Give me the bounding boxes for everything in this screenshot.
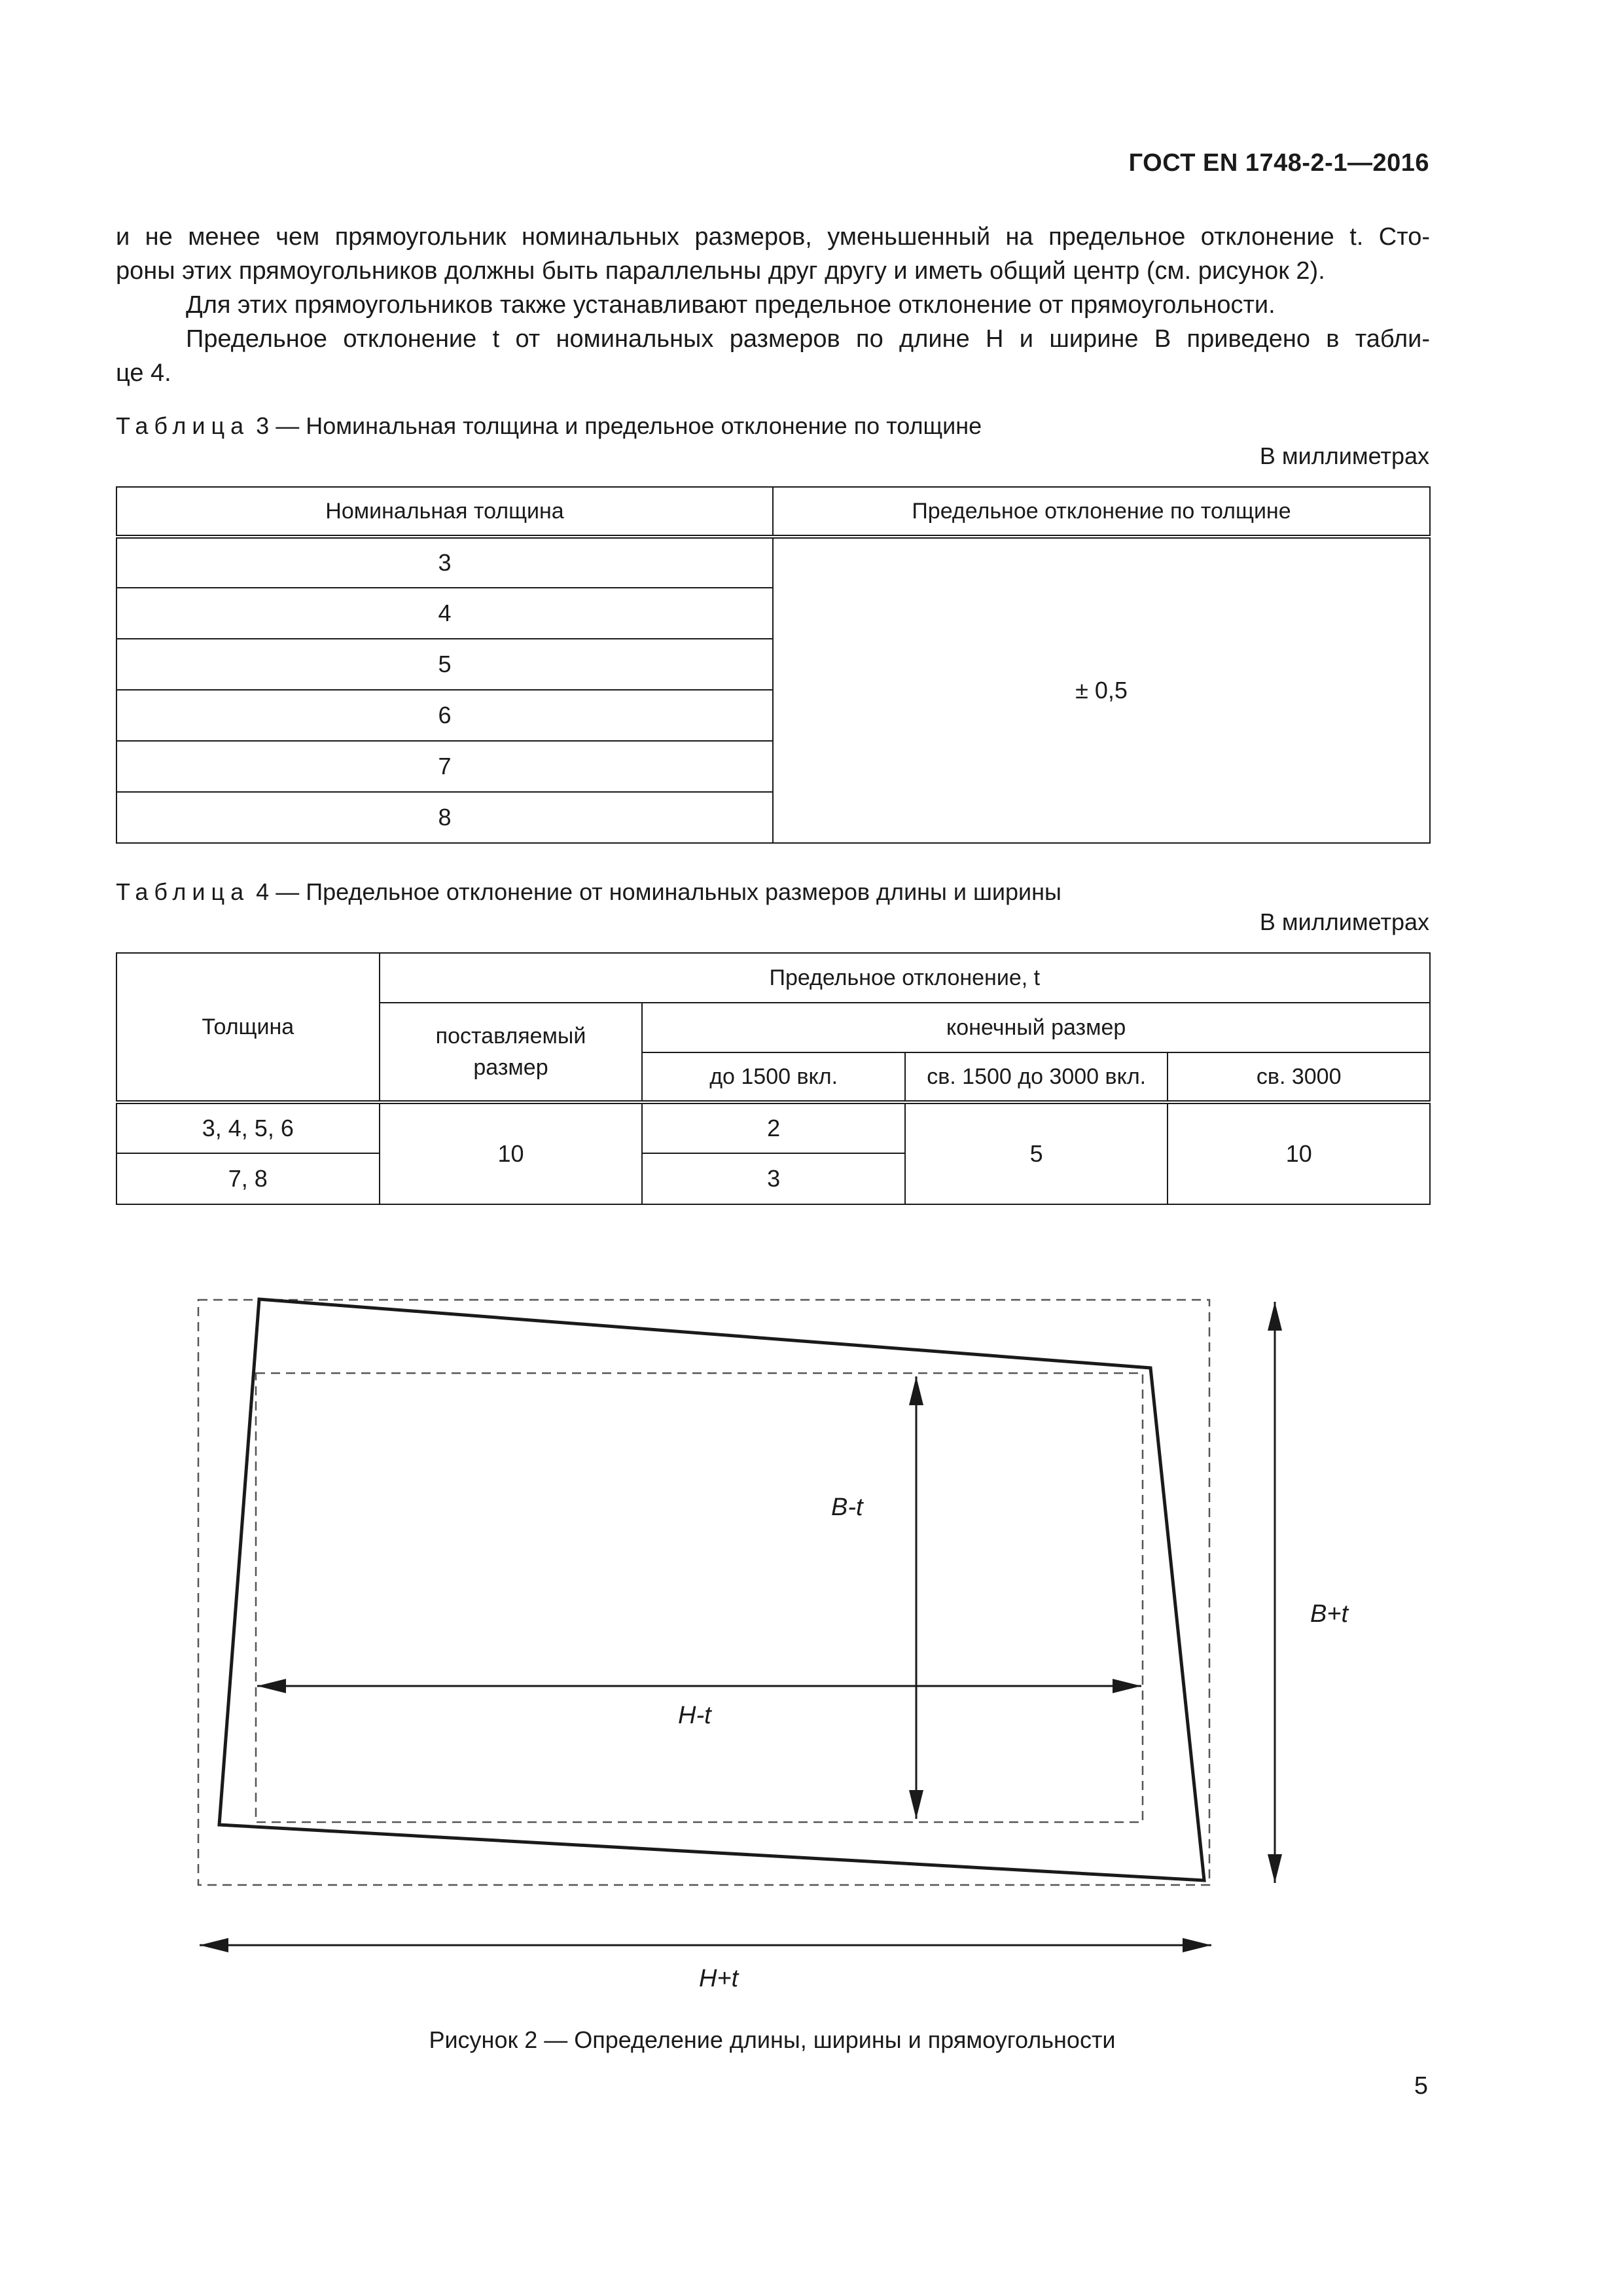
table3-units: В миллиметрах — [1259, 442, 1429, 469]
table4-header-thickness: Толщина — [116, 953, 380, 1102]
table3-thickness-cell: 5 — [116, 639, 773, 690]
inner-tolerance-rectangle — [256, 1373, 1143, 1822]
table4-header-1500-3000: св. 1500 до 3000 вкл. — [905, 1052, 1168, 1102]
table4-header-supplied-text: поставляемый размер — [435, 1024, 586, 1080]
table4-thickness-cell: 7, 8 — [116, 1153, 380, 1204]
document-code: ГОСТ EN 1748-2-1—2016 — [1128, 149, 1429, 177]
table3-header-deviation: Предельное отклонение по толщине — [773, 487, 1430, 537]
table3-thickness-cell: 8 — [116, 792, 773, 843]
table4-1500-3000-cell: 5 — [905, 1102, 1168, 1204]
table4-upto1500-cell: 3 — [642, 1153, 905, 1204]
table4-over3000-cell: 10 — [1168, 1102, 1430, 1204]
label-b-minus-t: B-t — [831, 1494, 863, 1521]
table3-header-thickness: Номинальная толщина — [116, 487, 773, 537]
label-h-plus-t: H+t — [699, 1965, 739, 1992]
outer-tolerance-rectangle — [198, 1300, 1209, 1885]
table3-thickness-cell: 4 — [116, 588, 773, 639]
table4-header-deviation: Предельное отклонение, t — [380, 953, 1430, 1003]
table4-thickness-cell: 3, 4, 5, 6 — [116, 1102, 380, 1153]
intro-line-5: це 4. — [116, 359, 171, 387]
table4-caption-text: 4 — Предельное отклонение от номинальных размеров длины и ширины — [256, 878, 1061, 905]
intro-line-2: роны этих прямоугольников должны быть параллельны друг другу и иметь общий центр (см. рисунок 2). — [116, 257, 1325, 285]
table3-thickness-cell: 7 — [116, 741, 773, 792]
table4-caption-word: Таблица — [116, 878, 250, 905]
table4-upto1500-cell: 2 — [642, 1102, 905, 1153]
table3-deviation-cell: ± 0,5 — [773, 537, 1430, 843]
table3-caption-text: 3 — Номинальная толщина и предельное отклонение по толщине — [256, 412, 982, 439]
page-number: 5 — [1414, 2072, 1428, 2100]
table3-caption-word: Таблица — [116, 412, 250, 439]
table4-supplied-cell: 10 — [380, 1102, 643, 1204]
measured-plate-outline — [219, 1299, 1204, 1880]
table4-header-final: конечный размер — [642, 1003, 1430, 1052]
table3-thickness-cell: 3 — [116, 537, 773, 588]
intro-line-4: Предельное отклонение t от номинальных размеров по длине H и ширине B приведено в табли- — [186, 325, 1430, 353]
intro-line-1: и не менее чем прямоугольник номинальных размеров, уменьшенный на предельное отклонение t. Сто- — [116, 223, 1430, 251]
figure-2-caption: Рисунок 2 — Определение длины, ширины и прямоугольности — [429, 2026, 1116, 2053]
table4-units: В миллиметрах — [1259, 908, 1429, 935]
intro-line-3: Для этих прямоугольников также устанавливают предельное отклонение от прямоугольности. — [186, 291, 1275, 319]
table4-header-upto1500: до 1500 вкл. — [642, 1052, 905, 1102]
table4-header-over3000: св. 3000 — [1168, 1052, 1430, 1102]
table3-thickness-cell: 6 — [116, 690, 773, 741]
label-h-minus-t: H-t — [678, 1702, 711, 1729]
label-b-plus-t: B+t — [1310, 1600, 1349, 1628]
